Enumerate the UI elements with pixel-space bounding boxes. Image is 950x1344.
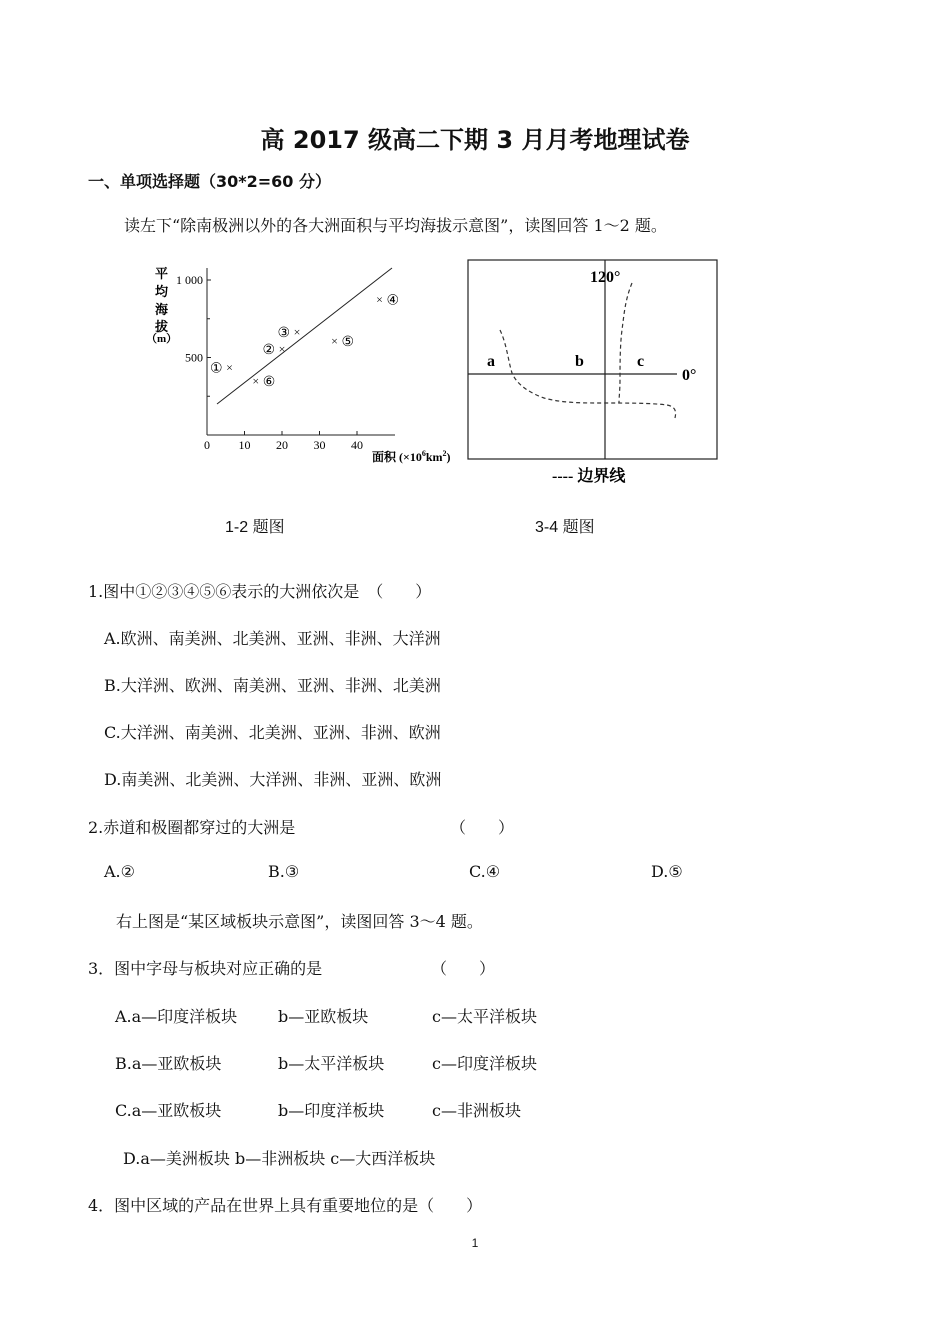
figure1-caption: 1-2 题图 bbox=[225, 519, 285, 536]
data-point-marker: × bbox=[278, 341, 286, 356]
q2-option-c: C.④ bbox=[469, 862, 501, 881]
q3-option-b-part-a: B.a—亚欧板块 bbox=[115, 1054, 222, 1073]
y-axis-label-char: 均 bbox=[155, 284, 169, 299]
figure2-caption: 3-4 题图 bbox=[535, 519, 595, 536]
data-point-marker: × bbox=[376, 292, 383, 307]
q3-option-a-part-c: c—太平洋板块 bbox=[432, 1007, 537, 1026]
q3-option-a-part-a: A.a—印度洋板块 bbox=[115, 1007, 238, 1026]
region-c-label: c bbox=[637, 353, 645, 370]
question-2-paren: （ ） bbox=[450, 818, 515, 837]
y-axis-label-char: 海 bbox=[155, 302, 169, 317]
q1-option-b: B.大洋洲、欧洲、南美洲、亚洲、非洲、北美洲 bbox=[104, 676, 441, 695]
question-3-stem: 3．图中字母与板块对应正确的是 bbox=[88, 959, 323, 978]
q3-option-c-part-a: C.a—亚欧板块 bbox=[115, 1101, 222, 1120]
question-1-stem: 1.图中①②③④⑤⑥表示的大洲依次是 （ ） bbox=[88, 582, 432, 601]
plate-boundary-east bbox=[619, 283, 632, 403]
x-tick-label: 40 bbox=[351, 438, 363, 452]
data-point-label: ① bbox=[209, 361, 223, 377]
data-point-marker: × bbox=[293, 324, 301, 339]
page-title: 高 2017 级高二下期 3 月月考地理试卷 bbox=[260, 126, 690, 154]
q1-option-c: C.大洋洲、南美洲、北美洲、亚洲、非洲、欧洲 bbox=[104, 723, 441, 742]
question-2-stem: 2.赤道和极圈都穿过的大洲是 bbox=[88, 818, 296, 837]
q1-option-a: A.欧洲、南美洲、北美洲、亚洲、非洲、大洋洲 bbox=[104, 629, 441, 648]
q3-option-b-part-b: b—太平洋板块 bbox=[278, 1054, 385, 1073]
plate-region-map bbox=[462, 255, 726, 491]
x-tick-label: 30 bbox=[313, 438, 326, 452]
page-number: 1 bbox=[471, 1236, 479, 1250]
x-tick-label: 20 bbox=[276, 438, 288, 452]
data-point-marker: × bbox=[331, 334, 338, 349]
lat-label: 0° bbox=[682, 367, 697, 384]
y-axis-label-char: 平 bbox=[155, 266, 169, 281]
section-heading: 一、单项选择题（30*2=60 分） bbox=[88, 172, 332, 191]
x-tick-label: 10 bbox=[238, 438, 251, 452]
intro-text-1: 读左下“除南极洲以外的各大洲面积与平均海拔示意图”，读图回答 1～2 题。 bbox=[124, 216, 667, 235]
y-axis-label-char: 拔 bbox=[155, 319, 169, 334]
map-frame bbox=[468, 260, 717, 459]
q2-option-a: A.② bbox=[104, 862, 135, 881]
data-point-label: ④ bbox=[386, 293, 400, 309]
q3-option-c-part-b: b—印度洋板块 bbox=[278, 1101, 385, 1120]
data-point-label: ⑥ bbox=[262, 374, 276, 390]
y-tick-label: 500 bbox=[185, 350, 203, 365]
question-3-paren: （ ） bbox=[431, 959, 496, 978]
region-a-label: a bbox=[487, 353, 495, 370]
area-elevation-figure bbox=[140, 258, 470, 470]
boundary-legend: ---- 边界线 bbox=[552, 468, 626, 485]
q2-option-d: D.⑤ bbox=[651, 862, 683, 881]
data-point-marker: × bbox=[252, 373, 260, 388]
region-b-label: b bbox=[575, 353, 584, 370]
intro-text-2: 右上图是“某区域板块示意图”，读图回答 3～4 题。 bbox=[116, 912, 483, 931]
y-tick-label: 1 000 bbox=[176, 273, 203, 287]
trend-line bbox=[217, 268, 392, 404]
q1-option-d: D.南美洲、北美洲、大洋洲、非洲、亚洲、欧洲 bbox=[104, 770, 442, 789]
data-point-label: ③ bbox=[277, 325, 290, 341]
y-axis-label-char: （m） bbox=[146, 333, 178, 345]
q2-option-b: B.③ bbox=[268, 862, 300, 881]
data-point-label: ② bbox=[262, 342, 275, 358]
q3-option-a-part-b: b—亚欧板块 bbox=[278, 1007, 369, 1026]
data-point-marker: × bbox=[226, 360, 233, 375]
q3-option-b-part-c: c—印度洋板块 bbox=[432, 1054, 537, 1073]
q3-option-d: D.a—美洲板块 b—非洲板块 c—大西洋板块 bbox=[123, 1149, 436, 1168]
data-point-label: ⑤ bbox=[341, 335, 355, 351]
question-4-stem: 4．图中区域的产品在世界上具有重要地位的是（ ） bbox=[88, 1196, 483, 1215]
q3-option-c-part-c: c—非洲板块 bbox=[432, 1101, 521, 1120]
x-tick-label: 0 bbox=[204, 438, 210, 452]
x-axis-label: 面积 $(\times 10^6km^2)$ bbox=[372, 449, 451, 464]
lon-label: 120° bbox=[590, 269, 621, 286]
